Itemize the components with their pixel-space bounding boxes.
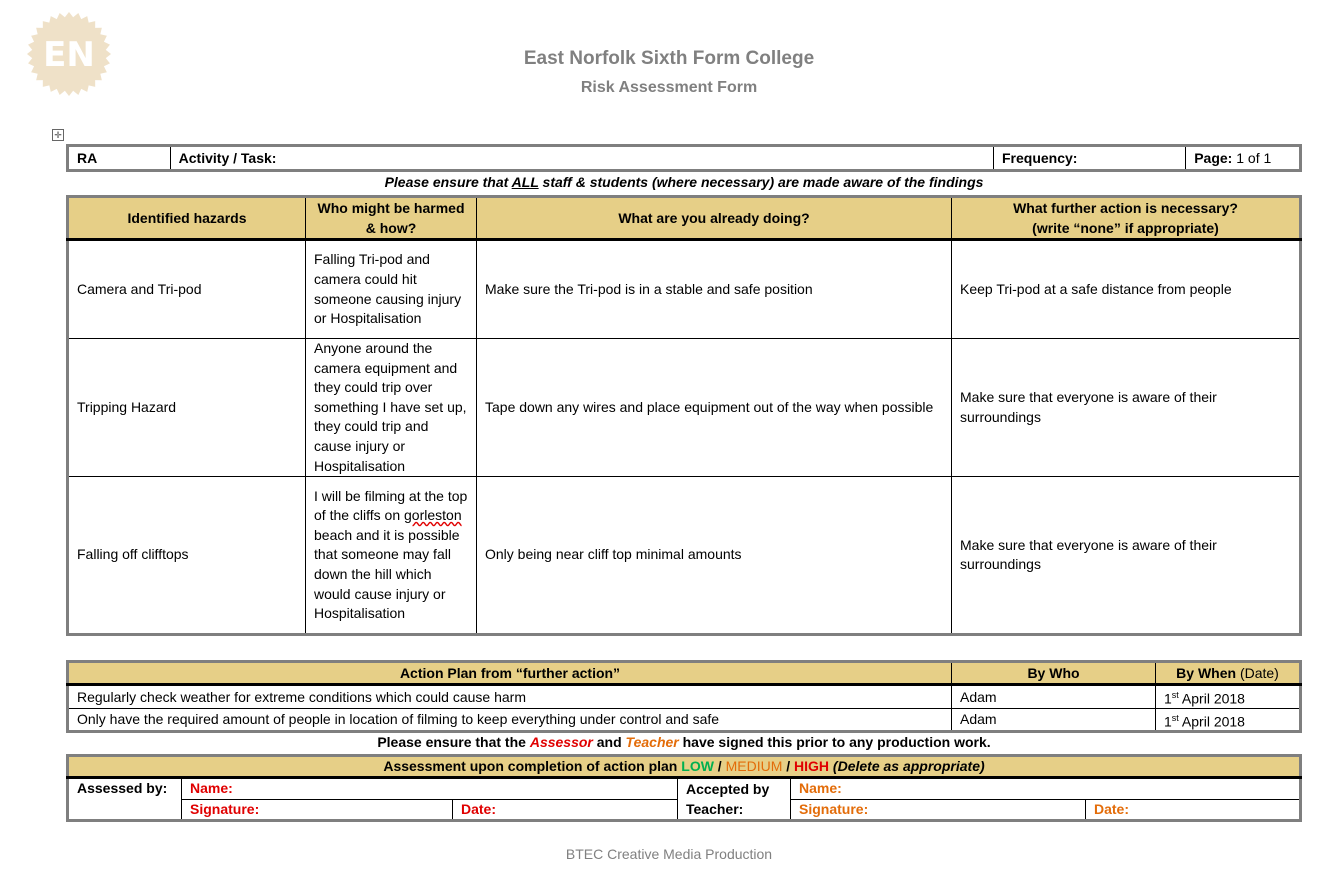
col-already-doing: What are you already doing?: [477, 197, 952, 240]
level-separator: /: [782, 758, 795, 774]
hazards-table: [66, 195, 1302, 636]
ra-header-table: [66, 144, 1302, 172]
col-identified-hazards: Identified hazards: [68, 197, 306, 240]
who-cell[interactable]: [306, 477, 477, 635]
by-when-label: By When: [1176, 665, 1237, 681]
footer-text: BTEC Creative Media Production: [565, 846, 773, 862]
further-cell[interactable]: Keep Tri-pod at a safe distance from people: [952, 240, 1301, 339]
when-cell[interactable]: [1156, 708, 1301, 732]
delete-note: (Delete as appropriate): [829, 758, 985, 774]
further-cell[interactable]: Make sure that everyone is aware of their surroundings: [952, 339, 1301, 477]
signoff-row-names: [68, 778, 1301, 800]
table-row: [68, 685, 1301, 709]
who-text-pre: I will be filming at the top of the cliffs on: [314, 487, 468, 524]
sign-notice-pre: Please ensure that the: [377, 734, 530, 750]
sign-notice-mid: and: [592, 734, 626, 750]
further-cell[interactable]: Make sure that everyone is aware of their surroundings: [952, 477, 1301, 635]
table-row: [68, 477, 1301, 635]
page-counter: [1186, 146, 1301, 171]
action-cell[interactable]: Regularly check weather for extreme conditions which could cause harm: [68, 685, 952, 709]
notice-text-post: staff & students (where necessary) are made aware of the findings: [538, 174, 984, 190]
action-cell[interactable]: Only have the required amount of people in location of filming to keep everything under control and safe: [68, 708, 952, 732]
col-by-when: [1156, 662, 1301, 685]
activity-task-field[interactable]: Activity / Task:: [170, 146, 993, 171]
doing-cell[interactable]: Make sure the Tri-pod is in a stable and safe position: [477, 240, 952, 339]
spellcheck-word: gorleston: [404, 507, 462, 524]
who-text-post: beach and it is possible that someone may fall down the hill which would cause injury or Hospitalisation: [314, 526, 460, 622]
level-low[interactable]: LOW: [681, 758, 714, 774]
when-rest: April 2018: [1178, 690, 1245, 707]
sign-notice-teacher: Teacher: [625, 734, 679, 750]
level-separator: /: [713, 758, 726, 774]
when-day: 1: [1164, 713, 1172, 730]
notice-text-pre: Please ensure that: [384, 174, 512, 190]
who-cell[interactable]: Anyone around the camera equipment and they could trip over something I have set up, they could trip and cause injury or Hospitalisation: [306, 339, 477, 477]
assessor-signature-field[interactable]: Signature:: [182, 799, 453, 821]
signature-notice: [66, 734, 1302, 750]
page-label: Page:: [1194, 150, 1233, 166]
who-cell[interactable]: Adam: [952, 685, 1156, 709]
table-row: [68, 708, 1301, 732]
table-row: [68, 339, 1301, 477]
doing-cell[interactable]: Only being near cliff top minimal amounts: [477, 477, 952, 635]
findings-notice: [66, 174, 1302, 190]
page-title: East Norfolk Sixth Form College: [523, 48, 815, 69]
who-cell[interactable]: Falling Tri-pod and camera could hit someone causing injury or Hospitalisation: [306, 240, 477, 339]
signoff-header-row: [68, 756, 1301, 778]
col-action-plan: Action Plan from “further action”: [68, 662, 952, 685]
table-move-handle-icon[interactable]: ✛: [52, 129, 64, 141]
logo-text: EN: [43, 35, 95, 75]
when-day: 1: [1164, 690, 1172, 707]
when-rest: April 2018: [1178, 713, 1245, 730]
by-when-suffix: (Date): [1239, 665, 1279, 681]
when-ordinal: st: [1171, 712, 1179, 723]
col-further-action: [952, 197, 1301, 240]
frequency-field[interactable]: Frequency:: [993, 146, 1185, 171]
who-cell[interactable]: Adam: [952, 708, 1156, 732]
level-medium[interactable]: MEDIUM: [725, 758, 783, 774]
assessment-level-heading: [68, 756, 1301, 778]
further-action-header-text: What further action is necessary? (write “none” if appropriate): [1013, 200, 1238, 236]
assessed-by-label: Assessed by:: [68, 778, 182, 821]
doing-cell[interactable]: Tape down any wires and place equipment out of the way when possible: [477, 339, 952, 477]
ra-label: RA: [68, 146, 171, 171]
action-plan-header-row: [68, 662, 1301, 685]
teacher-signature-field[interactable]: Signature:: [791, 799, 1086, 821]
hazard-cell[interactable]: Tripping Hazard: [68, 339, 306, 477]
hazards-header-row: [68, 197, 1301, 240]
action-plan-table: [66, 660, 1302, 733]
sign-notice-post: have signed this prior to any production work.: [678, 734, 991, 750]
page-subtitle: Risk Assessment Form: [580, 79, 758, 96]
col-by-who: By Who: [952, 662, 1156, 685]
level-high[interactable]: HIGH: [794, 758, 830, 774]
teacher-name-field[interactable]: Name:: [791, 778, 1301, 800]
signoff-table: [66, 754, 1302, 822]
page-value: 1 of 1: [1236, 150, 1272, 166]
notice-emphasis: ALL: [511, 174, 539, 190]
table-row: [68, 240, 1301, 339]
assessment-heading-text: Assessment upon completion of action plan: [383, 758, 682, 774]
assessor-date-field[interactable]: Date:: [453, 799, 678, 821]
hazard-cell[interactable]: Falling off clifftops: [68, 477, 306, 635]
accepted-by-teacher-label: Accepted by Teacher:: [678, 778, 791, 821]
sign-notice-assessor: Assessor: [529, 734, 593, 750]
when-cell[interactable]: [1156, 685, 1301, 709]
hazard-cell[interactable]: Camera and Tri-pod: [68, 240, 306, 339]
when-ordinal: st: [1171, 690, 1179, 700]
col-who-harmed: Who might be harmed & how?: [306, 197, 477, 240]
teacher-date-field[interactable]: Date:: [1086, 799, 1301, 821]
assessor-name-field[interactable]: Name:: [182, 778, 678, 800]
